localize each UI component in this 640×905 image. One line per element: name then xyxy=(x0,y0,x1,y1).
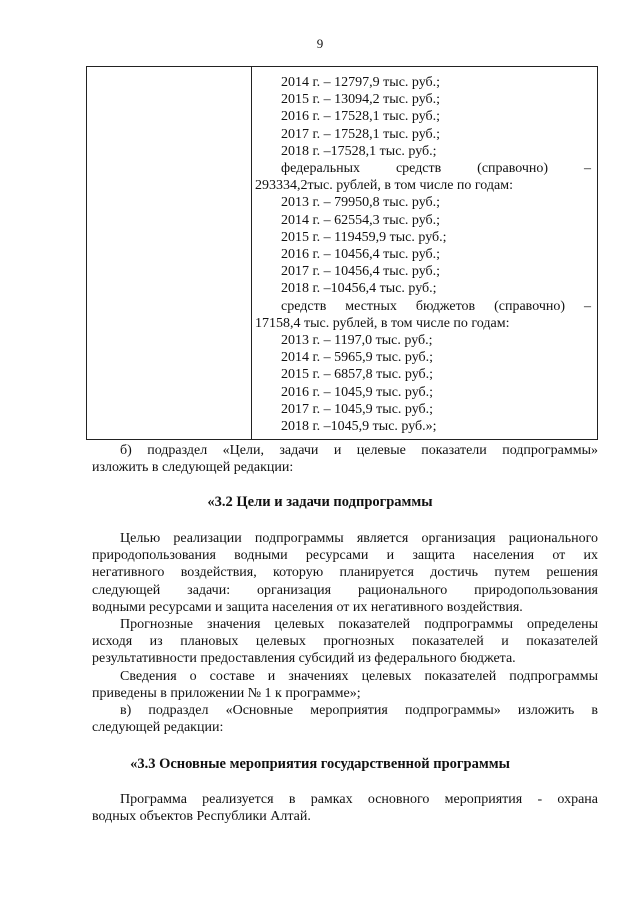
text-line: результативности предоставления субсидий из федерального бюджета. xyxy=(92,651,516,667)
table-line: 2017 г. – 1045,9 тыс. руб.; xyxy=(281,401,434,417)
section-heading-3-2: «3.2 Цели и задачи подпрограммы xyxy=(207,494,433,510)
item-b-line: изложить в следующей редакции: xyxy=(92,460,294,476)
financing-table xyxy=(86,66,598,440)
table-line: 2016 г. – 10456,4 тыс. руб.; xyxy=(281,247,441,263)
table-line: 2014 г. – 12797,9 тыс. руб.; xyxy=(281,75,441,90)
table-line: 2015 г. – 119459,9 тыс. руб.; xyxy=(281,229,447,245)
federal-funds-total: 293334,2тыс. рублей, в том числе по годам: xyxy=(255,178,513,194)
program-paragraph xyxy=(92,791,598,825)
text-line: приведены в приложении № 1 к программе»; xyxy=(92,685,361,701)
table-line: 2013 г. – 1197,0 тыс. руб.; xyxy=(281,333,433,349)
table-line: 2014 г. – 5965,9 тыс. руб.; xyxy=(281,350,434,366)
table-line: 2013 г. – 79950,8 тыс. руб.; xyxy=(281,195,441,211)
local-funds-line: средств местных бюджетов (справочно) – xyxy=(281,298,591,314)
table-line: 2018 г. –17528,1 тыс. руб.; xyxy=(281,143,437,159)
text-line: водными ресурсами и защита населения от их негативного воздействия. xyxy=(92,599,523,615)
text-line: негативного воздействия, которую планируется достичь путем решения xyxy=(92,565,598,581)
financing-cell xyxy=(255,74,591,435)
text-line: Прогнозные значения целевых показателей подпрограммы определены xyxy=(120,617,598,633)
text-line: исходя из плановых целевых прогнозных показателей и показателей xyxy=(92,634,598,650)
item-v-line: следующей редакции: xyxy=(92,720,224,736)
table-line: 2018 г. –10456,4 тыс. руб.; xyxy=(281,281,437,297)
text-line: следующей задачи: организация рационального природопользования xyxy=(92,582,598,598)
goals-paragraph xyxy=(92,530,598,736)
table-line: 2017 г. – 17528,1 тыс. руб.; xyxy=(281,126,441,142)
item-b-paragraph xyxy=(92,442,598,476)
local-funds-total: 17158,4 тыс. рублей, в том числе по годам: xyxy=(255,315,510,331)
item-v-line: в) подраздел «Основные мероприятия подпрограммы» изложить в xyxy=(120,703,598,719)
section-heading-3-3: «3.3 Основные мероприятия государственной программы xyxy=(130,756,510,772)
item-b-line: б) подраздел «Цели, задачи и целевые показатели подпрограммы» xyxy=(120,443,598,458)
text-line: Сведения о составе и значениях целевых показателей подпрограммы xyxy=(120,668,598,684)
federal-funds-line: федеральных средств (справочно) – xyxy=(281,161,591,177)
text-line: водных объектов Республики Алтай. xyxy=(92,809,311,825)
text-line: Целью реализации подпрограммы является организация рационального xyxy=(120,531,598,546)
page-number: 9 xyxy=(316,36,324,51)
table-line: 2016 г. – 1045,9 тыс. руб.; xyxy=(281,384,434,400)
table-line: 2015 г. – 13094,2 тыс. руб.; xyxy=(281,92,441,108)
table-line: 2015 г. – 6857,8 тыс. руб.; xyxy=(281,367,434,383)
table-line: 2016 г. – 17528,1 тыс. руб.; xyxy=(281,109,441,125)
table-line: 2014 г. – 62554,3 тыс. руб.; xyxy=(281,212,441,228)
table-line: 2017 г. – 10456,4 тыс. руб.; xyxy=(281,264,441,280)
text-line: Программа реализуется в рамках основного мероприятия - охрана xyxy=(120,792,598,807)
table-line: 2018 г. –1045,9 тыс. руб.»; xyxy=(281,419,437,435)
text-line: природопользования водными ресурсами и защита населения от их xyxy=(92,548,598,564)
table-column-divider xyxy=(251,67,252,439)
